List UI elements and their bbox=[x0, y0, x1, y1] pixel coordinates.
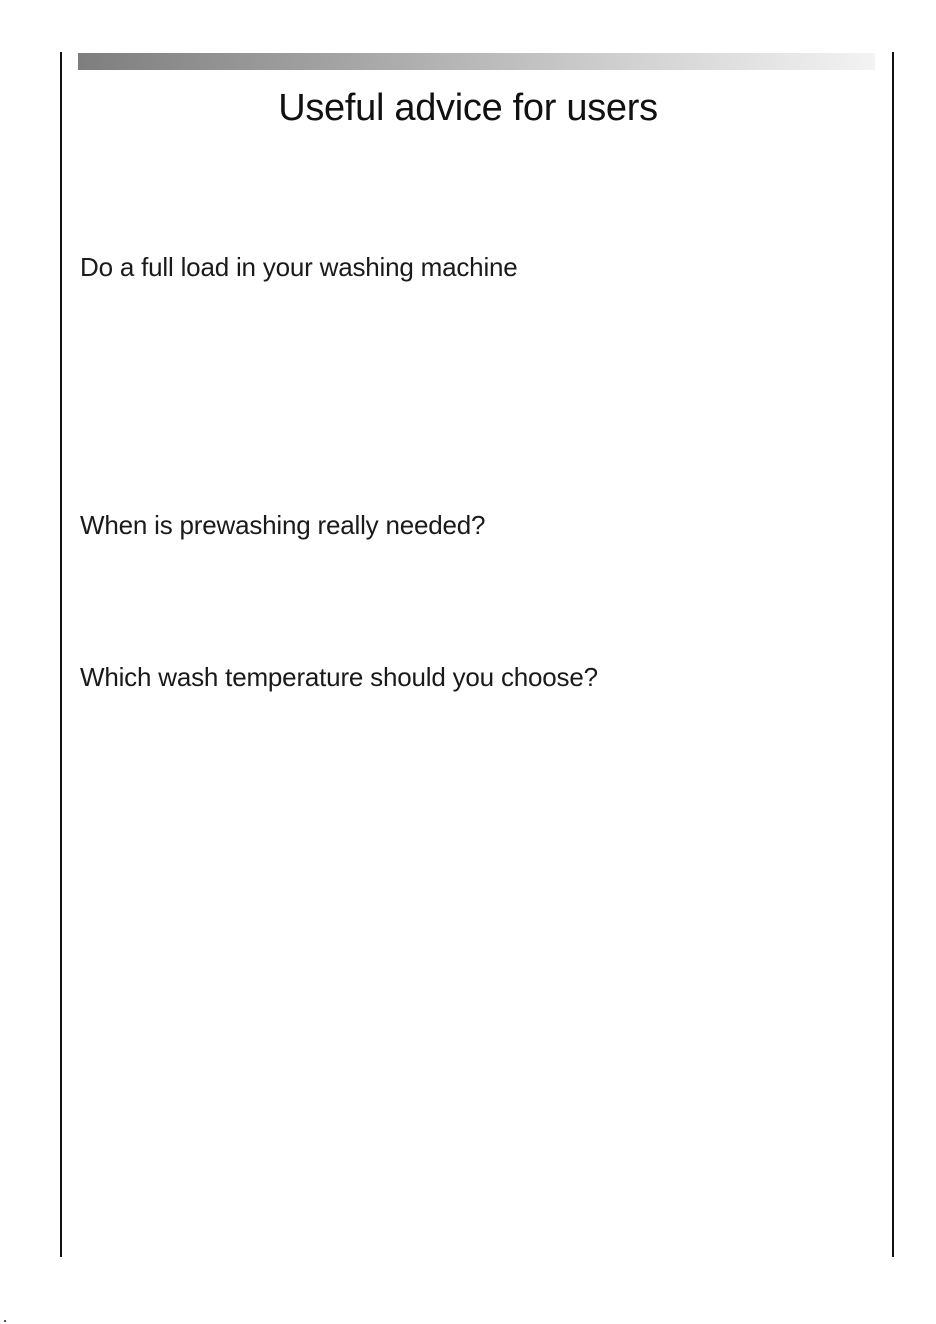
section-heading-prewashing: When is prewashing really needed? bbox=[80, 510, 486, 540]
right-margin-rule bbox=[892, 52, 894, 1257]
left-margin-rule bbox=[60, 52, 62, 1257]
header-gradient-bar bbox=[78, 53, 875, 70]
page-title: Useful advice for users bbox=[278, 87, 658, 129]
crop-mark bbox=[4, 1320, 6, 1322]
section-heading-full-load: Do a full load in your washing machine bbox=[80, 252, 518, 282]
section-heading-wash-temperature: Which wash temperature should you choose? bbox=[80, 662, 598, 692]
